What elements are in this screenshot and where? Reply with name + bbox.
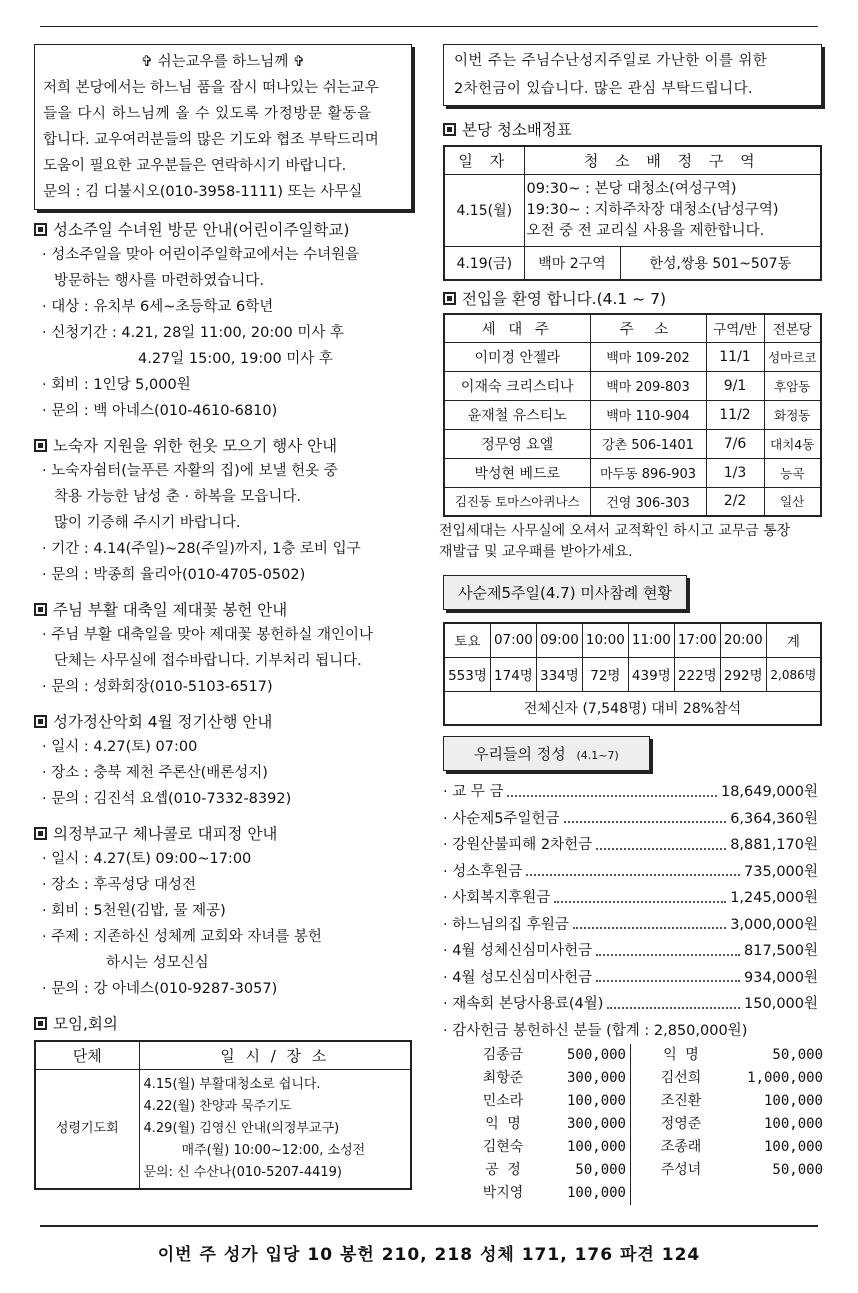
section-item: · 장소 : 충북 제천 주론산(배론성지) bbox=[42, 765, 268, 781]
welcome-table bbox=[443, 313, 822, 517]
donor-amount: 50,000 bbox=[553, 1159, 631, 1182]
section-item: · 문의 : 김진석 요셉(010-7332-8392) bbox=[42, 791, 292, 807]
donor-name: 익 명 bbox=[485, 1115, 521, 1132]
offering-item bbox=[443, 885, 818, 912]
meetings-title: 모임,회의 bbox=[53, 1015, 118, 1033]
section-title bbox=[34, 218, 412, 242]
mass-value-cell: 292명 bbox=[720, 657, 766, 691]
offering-label: · 4월 성체신심미사헌금 bbox=[443, 943, 593, 959]
donor-name: 김선희 bbox=[660, 1069, 702, 1086]
section-title-text: 성가정산악회 4월 정기산행 안내 bbox=[53, 713, 273, 731]
section-item: · 회비 : 1인당 5,000원 bbox=[42, 377, 191, 393]
square-bullet-icon bbox=[34, 1017, 47, 1030]
notice-line: 들을 다시 하느님께 올 수 있도록 가정방문 활동을 bbox=[43, 106, 372, 122]
welcome-cell: 정무영 요엘 bbox=[444, 429, 590, 458]
donor-name: 조진환 bbox=[660, 1092, 702, 1109]
section-title bbox=[34, 710, 412, 734]
dot-leader bbox=[507, 779, 717, 797]
welcome-cell: 백마 109-202 bbox=[590, 342, 706, 371]
section-item: 단체는 사무실에 접수바랍니다. 기부처리 됩니다. bbox=[54, 653, 362, 669]
section-title-text: 노숙자 지원을 위한 헌옷 모으기 행사 안내 bbox=[53, 437, 338, 455]
donor-name: 익 명 bbox=[663, 1046, 699, 1063]
mass-title: 사순제5주일(4.7) 미사참례 현황 bbox=[443, 575, 687, 610]
mass-value-cell: 334명 bbox=[536, 657, 582, 691]
cleaning-head-area: 청 소 배 정 구 역 bbox=[524, 146, 821, 174]
table-row bbox=[444, 342, 821, 371]
section-item: 하시는 성모신심 bbox=[106, 955, 209, 971]
welcome-cell: 박성현 베드로 bbox=[444, 458, 590, 487]
cleaning-line: 09:30~ : 본당 대청소(여성구역) bbox=[526, 180, 737, 197]
table-row bbox=[444, 429, 821, 458]
notice-line: 합니다. 교우여러분들의 많은 기도와 협조 부탁드리며 bbox=[43, 132, 379, 148]
offering-title-wrap bbox=[443, 736, 822, 771]
offering-amount: 6,364,360원 bbox=[730, 810, 818, 827]
section-title-text: 성소주일 수녀원 방문 안내(어린이주일학교) bbox=[53, 221, 350, 239]
welcome-cell: 후암동 bbox=[764, 371, 821, 400]
offering-amount: 150,000원 bbox=[744, 996, 818, 1012]
welcome-note bbox=[439, 521, 822, 563]
donor-amount: 100,000 bbox=[553, 1136, 631, 1159]
welcome-cell: 윤재철 유스티노 bbox=[444, 400, 590, 429]
section-item: · 기간 : 4.14(주일)~28(주일)까지, 1층 로비 입구 bbox=[42, 541, 361, 557]
meetings-line: 4.15(월) 부활대청소로 쉽니다. bbox=[143, 1076, 321, 1092]
offering-label: · 성소후원금 bbox=[443, 863, 523, 880]
square-bullet-icon bbox=[34, 715, 47, 728]
offering-amount: 8,881,170원 bbox=[730, 837, 818, 853]
welcome-head: 세 대 주 bbox=[444, 314, 590, 342]
donor-name: 정영준 bbox=[660, 1115, 702, 1132]
meetings-line: 4.29(월) 김영신 안내(의정부교구) bbox=[143, 1120, 340, 1136]
section-item: 방문하는 행사를 마련하였습니다. bbox=[54, 273, 264, 289]
table-row bbox=[444, 487, 821, 516]
dot-leader bbox=[564, 806, 727, 824]
cleaning-area: 백마 2구역 bbox=[524, 246, 620, 280]
section-item: · 신청기간 : 4.21, 28일 11:00, 20:00 미사 후 bbox=[42, 325, 344, 341]
second-collection-notice bbox=[443, 44, 822, 106]
meetings-table bbox=[34, 1040, 412, 1190]
welcome-cell: 일산 bbox=[764, 487, 821, 516]
donor-amount: 500,000 bbox=[553, 1044, 631, 1067]
donor-amount: 50,000 bbox=[772, 1161, 823, 1178]
section-title bbox=[34, 598, 412, 622]
donor-amount: 300,000 bbox=[553, 1113, 631, 1136]
welcome-cell: 7/6 bbox=[706, 429, 764, 458]
offering-item bbox=[443, 912, 818, 939]
donor-name: 최항준 bbox=[482, 1069, 524, 1086]
meetings-head-schedule: 일 시 / 장 소 bbox=[139, 1041, 411, 1069]
welcome-cell: 1/3 bbox=[706, 458, 764, 487]
welcome-cell: 능곡 bbox=[764, 458, 821, 487]
cleaning-line: 19:30~ : 지하주차장 대청소(남성구역) bbox=[526, 201, 779, 218]
offering-label: · 사회복지후원금 bbox=[443, 890, 551, 906]
offering-label: · 사순제5주일헌금 bbox=[443, 810, 560, 827]
section-item: · 성소주일을 맞아 어린이주일학교에서는 수녀원을 bbox=[42, 247, 360, 263]
table-row bbox=[444, 371, 821, 400]
meetings-line: 매주(월) 10:00~12:00, 소성전 bbox=[181, 1142, 366, 1158]
mass-head-cell: 09:00 bbox=[536, 623, 582, 657]
notice-line: 문의 : 김 디불시오(010-3958-1111) 또는 사무실 bbox=[43, 184, 363, 200]
section-item: · 문의 : 강 아네스(010-9287-3057) bbox=[42, 981, 278, 997]
mass-value-row bbox=[444, 657, 821, 691]
donor-name: 주성녀 bbox=[660, 1161, 702, 1178]
section-title-text: 의정부교구 체나콜로 대피정 안내 bbox=[53, 825, 278, 843]
welcome-head: 전본당 bbox=[764, 314, 821, 342]
meetings-line: 4.22(월) 찬양과 묵주기도 bbox=[143, 1098, 292, 1114]
donor-grid bbox=[453, 1044, 822, 1205]
meetings-schedule bbox=[139, 1069, 411, 1189]
mass-head-row bbox=[444, 623, 821, 657]
welcome-cell: 2/2 bbox=[706, 487, 764, 516]
square-bullet-icon bbox=[34, 603, 47, 616]
welcome-cell: 11/1 bbox=[706, 342, 764, 371]
notice-line: 이번 주는 주님수난성지주일로 가난한 이를 위한 bbox=[454, 53, 768, 69]
welcome-head: 구역/반 bbox=[706, 314, 764, 342]
section-title bbox=[443, 118, 822, 142]
dot-leader bbox=[596, 938, 740, 956]
square-bullet-icon bbox=[34, 827, 47, 840]
mass-value-cell: 222명 bbox=[674, 657, 720, 691]
top-rule bbox=[40, 26, 818, 27]
offering-period: (4.1~7) bbox=[576, 749, 619, 762]
offering-list bbox=[443, 779, 818, 1018]
meetings-line: 문의: 신 수산나(010-5207-4419) bbox=[143, 1164, 342, 1180]
welcome-rows bbox=[444, 342, 821, 516]
table-row bbox=[444, 458, 821, 487]
cleaning-date: 4.19(금) bbox=[444, 246, 524, 280]
section-item: · 일시 : 4.27(토) 09:00~17:00 bbox=[42, 851, 252, 867]
offering-item bbox=[443, 991, 818, 1018]
donor-name: 민소라 bbox=[482, 1092, 524, 1109]
mass-head-cell: 10:00 bbox=[582, 623, 628, 657]
section-item: 많이 기증해 주시기 바랍니다. bbox=[54, 515, 241, 531]
section-item: · 문의 : 백 아네스(010-4610-6810) bbox=[42, 403, 278, 419]
mass-head-cell: 07:00 bbox=[490, 623, 536, 657]
retired-believers-notice bbox=[34, 44, 412, 210]
offering-item bbox=[443, 859, 818, 886]
offering-item bbox=[443, 938, 818, 965]
section-title bbox=[34, 434, 412, 458]
cleaning-head-date: 일 자 bbox=[444, 146, 524, 174]
welcome-cell: 11/2 bbox=[706, 400, 764, 429]
welcome-cell: 마두동 896-903 bbox=[590, 458, 706, 487]
dot-leader bbox=[596, 832, 726, 850]
mass-value-cell: 174명 bbox=[490, 657, 536, 691]
mass-head-cell: 계 bbox=[766, 623, 821, 657]
section-item: · 대상 : 유치부 6세~초등학교 6학년 bbox=[42, 299, 274, 315]
section-title bbox=[34, 822, 412, 846]
offering-amount: 735,000원 bbox=[744, 863, 818, 880]
notice-line: 도움이 필요한 교우분들은 연락하시기 바랍니다. bbox=[43, 158, 347, 174]
dot-leader bbox=[526, 859, 740, 877]
offering-title bbox=[443, 736, 650, 771]
hymn-footer: 이번 주 성가 입당 10 봉헌 210, 218 성체 171, 176 파견 124 bbox=[157, 1245, 701, 1265]
mass-value-cell: 2,086명 bbox=[766, 657, 821, 691]
offering-amount: 817,500원 bbox=[744, 943, 818, 959]
welcome-cell: 백마 110-904 bbox=[590, 400, 706, 429]
offering-item bbox=[443, 965, 818, 992]
offering-label: · 강원산불피해 2차헌금 bbox=[443, 837, 593, 853]
welcome-note-line: 재발급 및 교우패를 받아가세요. bbox=[439, 544, 633, 560]
dot-leader bbox=[554, 885, 726, 903]
welcome-note-line: 전입세대는 사무실에 오셔서 교적확인 하시고 교무금 통장 bbox=[439, 523, 791, 539]
donor-amount bbox=[731, 1182, 827, 1205]
mass-value-cell: 553명 bbox=[444, 657, 490, 691]
section-item: · 회비 : 5천원(김밥, 물 제공) bbox=[42, 903, 226, 919]
cleaning-table bbox=[443, 145, 822, 281]
welcome-cell: 백마 209-803 bbox=[590, 371, 706, 400]
right-column bbox=[439, 44, 823, 1205]
donor-name: 김종금 bbox=[482, 1046, 524, 1063]
donor-name: 공 정 bbox=[485, 1161, 521, 1178]
bottom-rule bbox=[40, 1225, 818, 1227]
welcome-head: 주 소 bbox=[590, 314, 706, 342]
cleaning-area: 한성,쌍용 501~507동 bbox=[620, 246, 821, 280]
mass-head-cell: 20:00 bbox=[720, 623, 766, 657]
meetings-group: 성령기도회 bbox=[35, 1069, 139, 1189]
donor-amount: 300,000 bbox=[553, 1067, 631, 1090]
section-item: · 노숙자쉼터(늘푸른 자활의 집)에 보낼 헌옷 중 bbox=[42, 463, 338, 479]
offering-item bbox=[443, 779, 818, 806]
welcome-cell: 대치4동 bbox=[764, 429, 821, 458]
section-item: 착용 가능한 남성 춘 · 하복을 모읍니다. bbox=[54, 489, 301, 505]
donor-amount: 100,000 bbox=[763, 1138, 823, 1155]
offering-amount: 1,245,000원 bbox=[730, 890, 818, 906]
section-item: · 주님 부활 대축일을 맞아 제대꽃 봉헌하실 개인이나 bbox=[42, 627, 374, 643]
donor-name: 김현숙 bbox=[482, 1138, 524, 1155]
donor-name: 조종래 bbox=[660, 1138, 702, 1155]
offering-amount: 934,000원 bbox=[744, 969, 818, 986]
section-item: 4.27일 15:00, 19:00 미사 후 bbox=[138, 351, 333, 367]
offering-item bbox=[443, 832, 818, 859]
offering-title-text: 우리들의 정성 bbox=[474, 745, 566, 763]
notice-line: 저희 본당에서는 하느님 품을 잠시 떠나있는 쉬는교우 bbox=[43, 80, 379, 96]
welcome-title: 전입을 환영 합니다.(4.1 ~ 7) bbox=[462, 290, 667, 308]
table-row bbox=[444, 400, 821, 429]
offering-item bbox=[443, 806, 818, 833]
mass-head-cell: 토요 bbox=[444, 623, 490, 657]
mass-title-wrap bbox=[443, 575, 822, 610]
mass-table bbox=[443, 622, 822, 726]
donor-amount: 100,000 bbox=[763, 1092, 823, 1109]
welcome-cell: 건영 306-303 bbox=[590, 487, 706, 516]
offering-label: · 재속회 본당사용료(4월) bbox=[443, 996, 604, 1012]
cleaning-title: 본당 청소배정표 bbox=[462, 121, 572, 139]
square-bullet-icon bbox=[34, 223, 47, 236]
cleaning-area bbox=[524, 174, 821, 246]
welcome-cell: 9/1 bbox=[706, 371, 764, 400]
welcome-cell: 강촌 506-1401 bbox=[590, 429, 706, 458]
donor-amount: 50,000 bbox=[772, 1046, 823, 1063]
welcome-cell: 화정동 bbox=[764, 400, 821, 429]
square-bullet-icon bbox=[34, 439, 47, 452]
notice-title: ✞ 쉬는교우를 하느님께 ✞ bbox=[140, 54, 306, 70]
section-item: · 일시 : 4.27(토) 07:00 bbox=[42, 739, 198, 755]
mass-head-cell: 11:00 bbox=[628, 623, 674, 657]
cleaning-date: 4.15(월) bbox=[444, 174, 524, 246]
announcement-sections bbox=[34, 218, 412, 1002]
welcome-cell: 이재숙 크리스티나 bbox=[444, 371, 590, 400]
section-item: · 장소 : 후곡성당 대성전 bbox=[42, 877, 196, 893]
welcome-cell: 이미경 안젤라 bbox=[444, 342, 590, 371]
square-bullet-icon bbox=[443, 123, 456, 136]
section-title bbox=[443, 287, 822, 311]
offering-label: · 교 무 금 bbox=[443, 784, 504, 800]
mass-value-cell: 72명 bbox=[582, 657, 628, 691]
mass-head-cell: 17:00 bbox=[674, 623, 720, 657]
dot-leader bbox=[573, 912, 726, 930]
left-column bbox=[34, 44, 412, 1190]
welcome-cell: 성마르코 bbox=[764, 342, 821, 371]
donor-amount: 100,000 bbox=[553, 1182, 631, 1205]
thanks-title: · 감사헌금 봉헌하신 분들 (합계 : 2,850,000원) bbox=[443, 1022, 748, 1039]
section-item: · 문의 : 성화회장(010-5103-6517) bbox=[42, 679, 273, 695]
section-item: · 문의 : 박종희 율리아(010-4705-0502) bbox=[42, 567, 306, 583]
dot-leader bbox=[596, 965, 740, 983]
mass-footer: 전체신자 (7,548명) 대비 28%참석 bbox=[444, 691, 821, 725]
section-title-text: 주님 부활 대축일 제대꽃 봉헌 안내 bbox=[53, 601, 288, 619]
offering-amount: 18,649,000원 bbox=[720, 784, 818, 800]
offering-label: · 하느님의집 후원금 bbox=[443, 916, 569, 933]
mass-value-cell: 439명 bbox=[628, 657, 674, 691]
cleaning-line: 오전 중 전 교리실 사용을 제한합니다. bbox=[526, 222, 765, 239]
welcome-cell: 김진동 토마스아퀴나스 bbox=[444, 487, 590, 516]
notice-line: 2차헌금이 있습니다. 많은 관심 부탁드립니다. bbox=[454, 81, 754, 97]
donor-amount: 1,000,000 bbox=[747, 1069, 823, 1086]
dot-leader bbox=[607, 991, 740, 1009]
section-title bbox=[34, 1012, 412, 1036]
offering-amount: 3,000,000원 bbox=[730, 916, 818, 933]
offering-label: · 4월 성모신심미사헌금 bbox=[443, 969, 593, 986]
square-bullet-icon bbox=[443, 292, 456, 305]
section-item: · 주제 : 지존하신 성체께 교회와 자녀를 봉헌 bbox=[42, 929, 322, 945]
donor-amount: 100,000 bbox=[763, 1115, 823, 1132]
donor-name: 박지영 bbox=[482, 1184, 524, 1201]
meetings-head-group: 단체 bbox=[35, 1041, 139, 1069]
donor-name bbox=[631, 1182, 731, 1205]
donor-amount: 100,000 bbox=[553, 1090, 631, 1113]
